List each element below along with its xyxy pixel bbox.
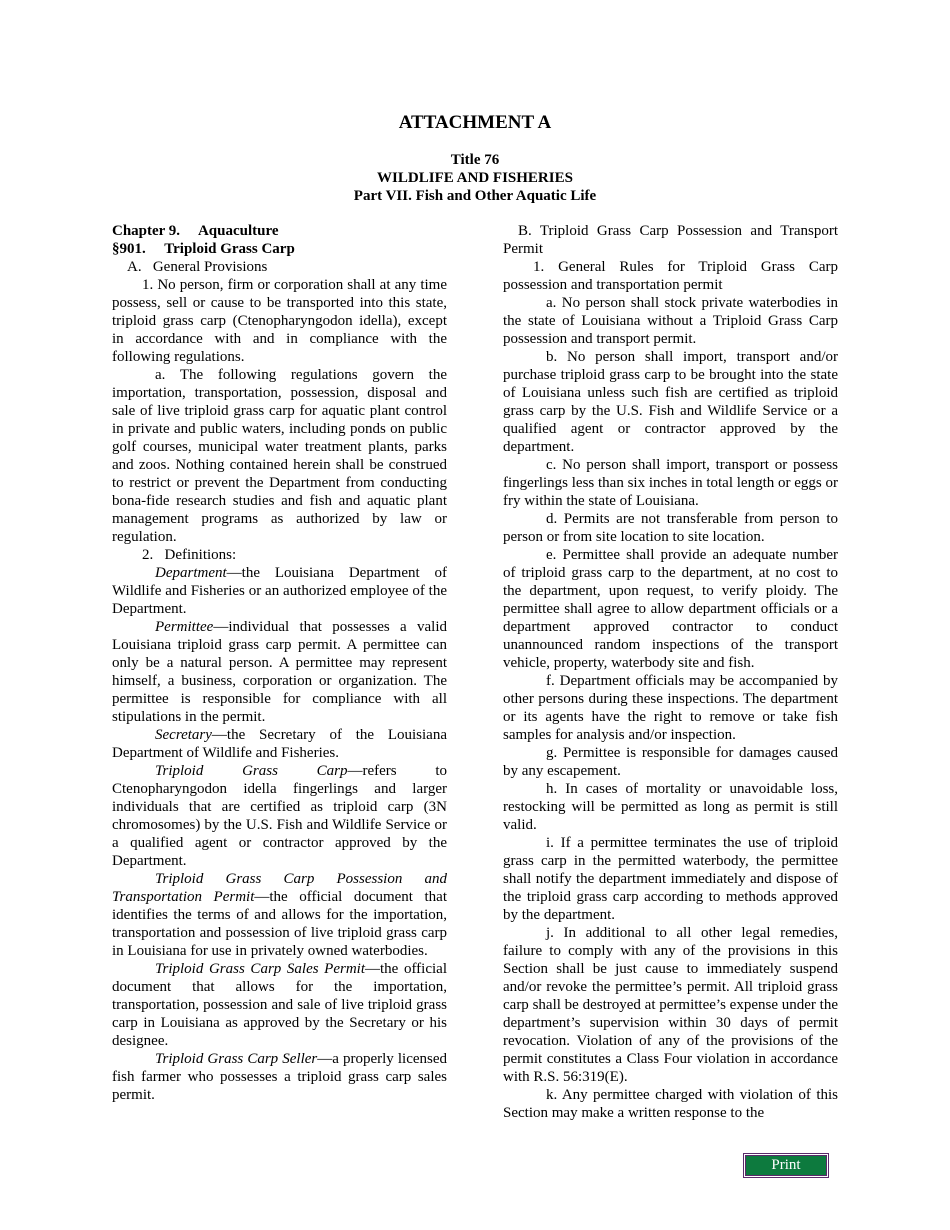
rule-item: i. If a permittee terminates the use of triploid grass carp in the permitted waterbody, the permittee shall notify the department immediately and dispose of the triploid grass carp according to methods approved by the department. xyxy=(503,835,838,923)
rule-item: a. No person shall stock private waterbodies in the state of Louisiana without a Triploid Grass Carp possession and transport permit. xyxy=(503,295,838,347)
definition-text: —individual that possesses a valid Louisiana triploid grass carp permit. A permittee can only be a natural person. A permittee may represent himself, a business, corporation or organization. The permittee is responsible for compliance with all stipulations in the permit. xyxy=(112,619,447,725)
definitions-heading: 2. Definitions: xyxy=(142,547,237,563)
definition-text: —the Louisiana Department of Wildlife and Fisheries or an authorized employee of the Department. xyxy=(112,565,447,617)
definition-item xyxy=(112,870,447,960)
definition-term: Secretary xyxy=(155,727,212,743)
part-name: Part VII. Fish and Other Aquatic Life xyxy=(353,188,597,204)
definition-item xyxy=(112,726,447,762)
rule-item: e. Permittee shall provide an adequate number of triploid grass carp to the department, at no cost to the department, upon request, to verify ploidy. The permittee shall agree to allow department officials or a department approved contractor to conduct unannounced random inspections of the transport vehicle, property, waterbody site and fish. xyxy=(503,547,838,671)
definition-term: Triploid Grass Carp xyxy=(155,763,348,779)
rule-item: k. Any permittee charged with violation of this Section may make a written response to the xyxy=(503,1087,838,1121)
definition-text: —a properly licensed fish farmer who possesses a triploid grass carp sales permit. xyxy=(112,1051,448,1103)
rule-1-heading: 1. General Rules for Triploid Grass Carp possession and transportation permit xyxy=(503,259,838,293)
definition-text: —the official document that identifies the terms of and allows for the importation, transportation and possession of live triploid grass carp in Louisiana for use in privately owned waterbodies. xyxy=(112,889,447,959)
definition-text: —the Secretary of the Louisiana Department of Wildlife and Fisheries. xyxy=(112,727,447,761)
definition-item xyxy=(112,1050,447,1104)
title-number: Title 76 xyxy=(450,152,500,168)
definition-term: Triploid Grass Carp Seller xyxy=(155,1051,318,1067)
rule-item: c. No person shall import, transport or possess fingerlings less than six inches in total length or eggs or fry within the state of Louisiana. xyxy=(503,457,838,509)
rules-list xyxy=(503,294,838,1122)
rule-item: b. No person shall import, transport and/or purchase triploid grass carp to be brought into the state of Louisiana unless such fish are certified as triploid grass carp by the U.S. Fish and Wildlife Service or a qualified agent or contractor approved by the department. xyxy=(503,349,838,455)
left-column xyxy=(112,222,447,1104)
paragraph-1: 1. No person, firm or corporation shall at any time possess, sell or cause to be transported into this state, triploid grass carp (Ctenopharyngodon idella), except in accordance with and in compliance with the following regulations. xyxy=(112,277,447,365)
section-heading: §901. Triploid Grass Carp xyxy=(112,241,295,257)
rule-item: j. In additional to all other legal remedies, failure to comply with any of the provisions in this Section shall be just cause to immediately suspend and/or revoke the permittee’s permit. All triploid grass carp shall be destroyed at permittee’s expense under the department’s supervision within 30 days of permit revocation. Violation of any of the provisions of the permit constitutes a Class Four violation in accordance with R.S. 56:319(E). xyxy=(503,925,838,1085)
definition-item xyxy=(112,960,447,1050)
rule-item: h. In cases of mortality or unavoidable loss, restocking will be permitted as long as permit is still valid. xyxy=(503,781,838,833)
section-b-heading: B. Triploid Grass Carp Possession and Transport Permit xyxy=(503,223,838,257)
definition-term: Triploid Grass Carp Sales Permit xyxy=(155,961,366,977)
document-title: ATTACHMENT A xyxy=(398,112,552,133)
definition-text: —the official document that allows for the importation, transportation, possession and sale of live triploid grass carp in Louisiana as approved by the Secretary or his designee. xyxy=(112,961,447,1049)
definition-term: Department xyxy=(155,565,227,581)
definitions-list xyxy=(112,564,447,1104)
chapter-heading: Chapter 9. Aquaculture xyxy=(112,223,279,239)
paragraph-1a: a. The following regulations govern the importation, transportation, possession, disposal and sale of live triploid grass carp for aquatic plant control in private and public waters, including ponds on public golf courses, municipal water treatment plants, parks and zoos. Nothing contained herein shall be construed to restrict or prevent the Department from conducting bona-fide research studies and fish and aquatic plant management programs as authorized by law or regulation. xyxy=(112,367,447,545)
definition-item xyxy=(112,762,447,870)
definition-text: —refers to Ctenopharyngodon idella fingerlings and larger individuals that are certified as triploid carp (3N chromosomes) by the U.S. Fish and Wildlife Service or a qualified agent or contractor approved by the Department. xyxy=(112,763,447,869)
document-subheadings xyxy=(0,151,950,205)
definition-term: Triploid Grass Carp Possession and Transportation Permit xyxy=(112,871,447,905)
print-button[interactable]: Print xyxy=(745,1155,827,1176)
definition-item xyxy=(112,618,447,726)
title-name: WILDLIFE AND FISHERIES xyxy=(377,170,573,186)
right-column xyxy=(503,222,838,1122)
rule-item: d. Permits are not transferable from person to person or from site location to site location. xyxy=(503,511,838,545)
rule-item: g. Permittee is responsible for damages caused by any escapement. xyxy=(503,745,838,779)
rule-item: f. Department officials may be accompanied by other persons during these inspections. The department or its agents have the right to remove or take fish samples for analysis and/or inspection. xyxy=(503,673,838,743)
definition-term: Permittee xyxy=(155,619,214,635)
general-provisions-heading: A. General Provisions xyxy=(127,259,268,275)
definition-item xyxy=(112,564,447,618)
